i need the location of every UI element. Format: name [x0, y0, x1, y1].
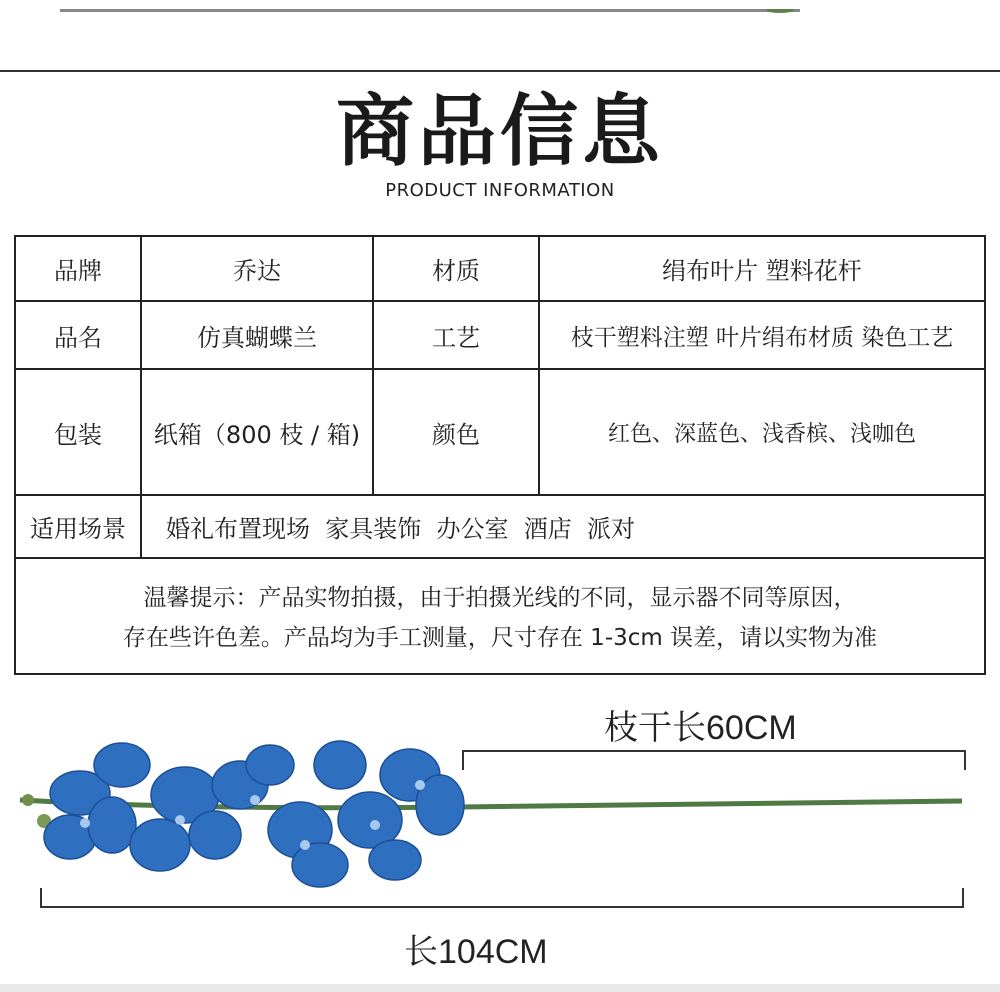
- top-image-edge: [0, 0, 1000, 6]
- color-label: 颜色: [432, 420, 480, 449]
- name-value: 仿真蝴蝶兰: [197, 323, 317, 352]
- bottom-image-edge: [0, 984, 1000, 992]
- notice-line-2: 存在些许色差。产品均为手工测量，尺寸存在 1-3cm 误差，请以实物为准: [122, 625, 878, 651]
- orchid-image: [0, 725, 1000, 895]
- brand-label: 品牌: [54, 257, 102, 285]
- table-divider: [16, 557, 984, 559]
- total-length-label: 长104CM: [404, 933, 548, 971]
- package-label: 包装: [54, 420, 102, 449]
- page-title: 商品信息: [335, 87, 664, 177]
- package-value: 纸箱（800 枝 / 箱): [153, 420, 361, 449]
- name-label: 品名: [54, 323, 102, 352]
- notice-line-1: 温馨提示：产品实物拍摄，由于拍摄光线的不同，显示器不同等原因，: [143, 585, 857, 611]
- color-value: 红色、深蓝色、浅香槟、浅咖色: [607, 421, 916, 447]
- scene-value: 婚礼布置现场 家具装饰 办公室 酒店 派对: [166, 515, 636, 543]
- total-length-bracket: [40, 888, 964, 908]
- brand-value: 乔达: [233, 257, 281, 285]
- scene-label: 适用场景: [30, 515, 126, 543]
- material-value: 绢布叶片 塑料花杆: [662, 257, 862, 285]
- spec-table: [14, 235, 986, 675]
- stem-length-label: 枝干长60CM: [604, 709, 797, 747]
- section-divider: [0, 70, 1000, 72]
- page-subtitle: PRODUCT INFORMATION: [385, 180, 615, 201]
- craft-label: 工艺: [432, 323, 480, 352]
- notice: [16, 561, 984, 675]
- material-label: 材质: [432, 257, 480, 285]
- craft-value: 枝干塑料注塑 叶片绢布材质 染色工艺: [570, 324, 954, 351]
